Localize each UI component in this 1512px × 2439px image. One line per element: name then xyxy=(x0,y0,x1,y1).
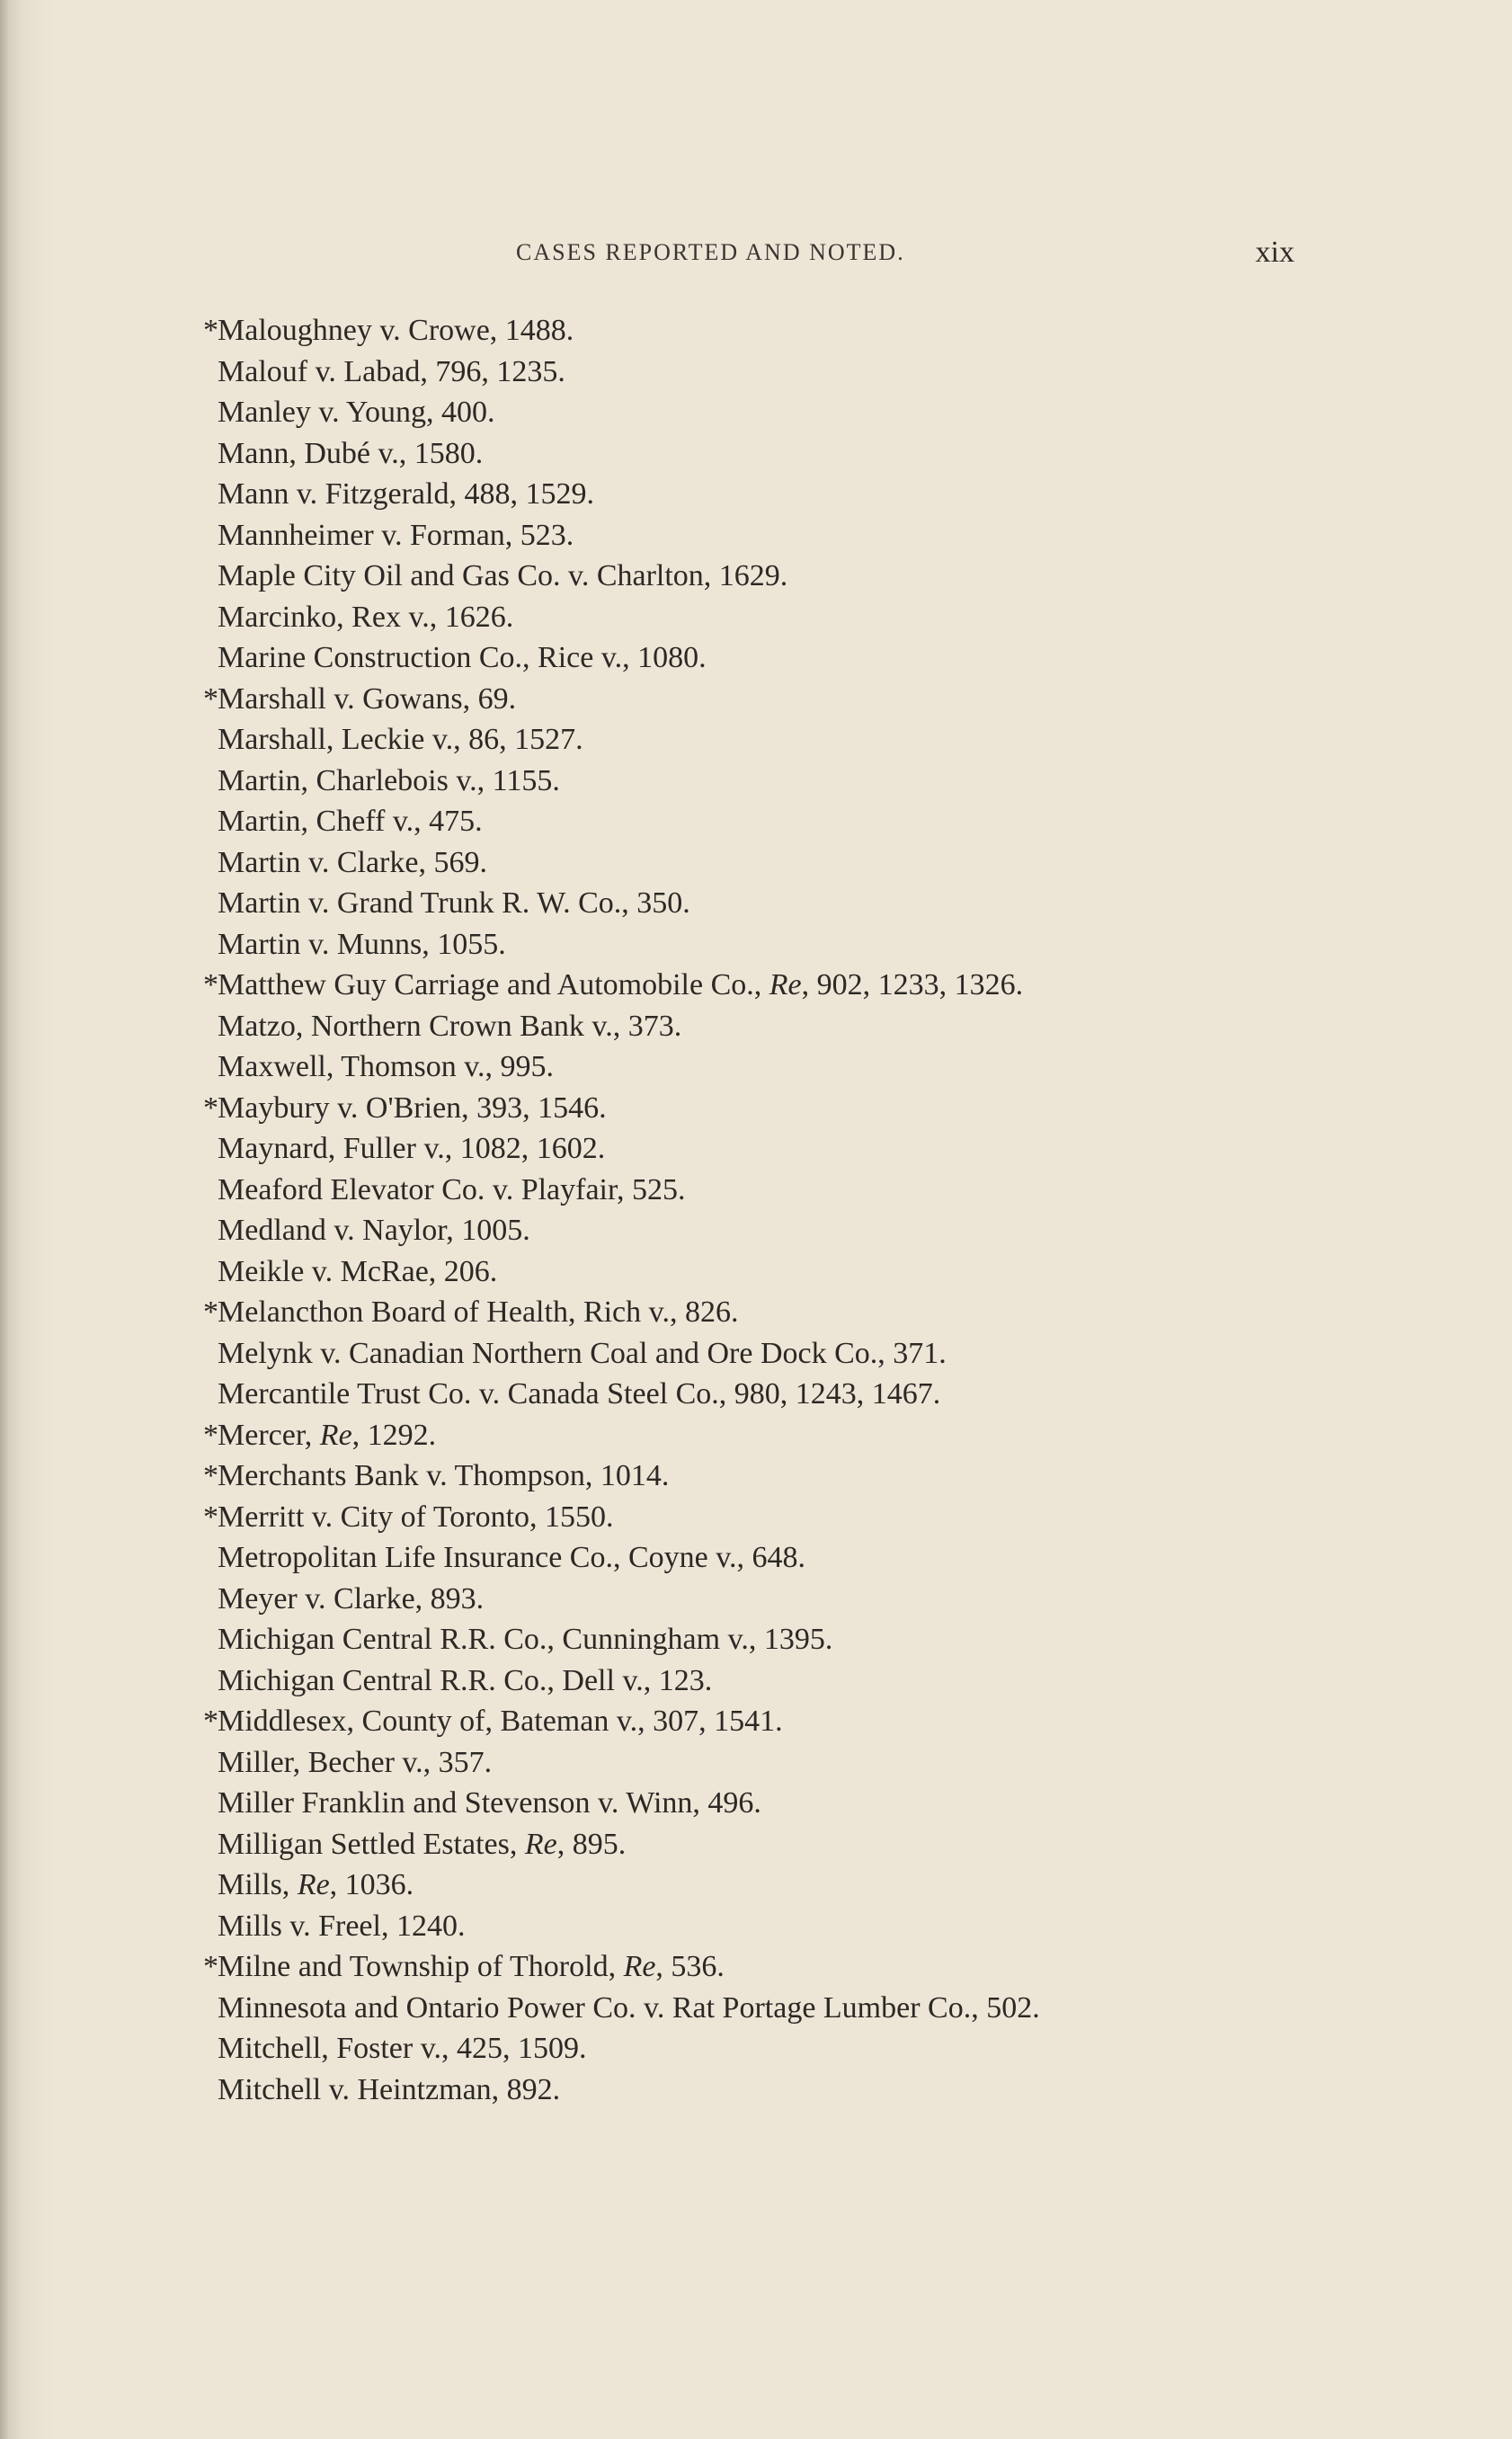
case-entry xyxy=(218,1006,1323,1047)
case-entry xyxy=(218,1783,1323,1824)
case-entry xyxy=(218,474,1323,515)
case-citation: , 902, 1233, 1326. xyxy=(801,968,1024,1001)
case-entry xyxy=(218,597,1323,638)
case-entry xyxy=(218,392,1323,433)
case-text: Merchants Bank v. Thompson, 1014. xyxy=(218,1459,670,1492)
page-number: xix xyxy=(1255,236,1294,269)
asterisk-marker: * xyxy=(203,1090,218,1125)
case-entry xyxy=(218,1210,1323,1251)
case-text: Marshall, Leckie v., 86, 1527. xyxy=(218,723,583,756)
asterisk-marker: * xyxy=(203,1459,218,1492)
asterisk-marker: * xyxy=(203,1950,218,1983)
case-text: Mercantile Trust Co. v. Canada Steel Co., 980, 1243, 1467. xyxy=(218,1377,941,1411)
asterisk-marker: * xyxy=(203,681,218,716)
case-entry xyxy=(203,1415,1323,1456)
case-entry xyxy=(203,1455,1323,1497)
case-name: Milligan Settled Estates, xyxy=(218,1827,525,1861)
asterisk-marker: * xyxy=(203,314,218,347)
case-citation: , 895. xyxy=(556,1827,627,1861)
case-list xyxy=(203,310,1323,2110)
case-entry xyxy=(218,1906,1323,1947)
case-name: Mills, xyxy=(218,1868,298,1901)
case-text: Maxwell, Thomson v., 995. xyxy=(218,1050,554,1083)
case-text: Maynard, Fuller v., 1082, 1602. xyxy=(218,1132,606,1165)
case-text: Mann, Dubé v., 1580. xyxy=(218,436,484,470)
case-entry xyxy=(218,1251,1323,1293)
case-citation: , 1292. xyxy=(351,1418,437,1452)
case-text: Martin v. Munns, 1055. xyxy=(218,927,506,961)
case-name: Milne and Township of Thorold, xyxy=(218,1950,624,1983)
case-text: Marshall v. Gowans, 69. xyxy=(218,681,517,716)
case-entry xyxy=(218,352,1323,393)
asterisk-marker: * xyxy=(203,968,218,1001)
case-entry xyxy=(218,1046,1323,1088)
case-text: Maple City Oil and Gas Co. v. Charlton, 1629. xyxy=(218,559,788,592)
case-text: Minnesota and Ontario Power Co. v. Rat Portage Lumber Co., 502. xyxy=(218,1990,1040,2025)
case-entry xyxy=(218,1660,1323,1702)
case-entry xyxy=(218,637,1323,679)
case-entry xyxy=(203,1088,1323,1129)
case-name: Mercer, xyxy=(218,1418,320,1452)
case-text: Melynk v. Canadian Northern Coal and Ore Dock Co., 371. xyxy=(218,1336,947,1370)
re-italic: Re xyxy=(319,1418,352,1452)
case-entry xyxy=(218,1824,1323,1865)
case-text: Martin v. Grand Trunk R. W. Co., 350. xyxy=(218,886,690,920)
case-text: Medland v. Naylor, 1005. xyxy=(218,1214,530,1247)
case-entry xyxy=(218,1537,1323,1579)
case-entry xyxy=(203,1292,1323,1333)
case-entry xyxy=(218,1170,1323,1211)
case-text: Mitchell, Foster v., 425, 1509. xyxy=(218,2032,587,2065)
case-entry xyxy=(218,1742,1323,1784)
case-entry xyxy=(218,842,1323,884)
case-text: Miller Franklin and Stevenson v. Winn, 496. xyxy=(218,1786,761,1820)
case-entry xyxy=(218,1579,1323,1620)
case-text: Mills v. Freel, 1240. xyxy=(218,1909,466,1943)
asterisk-marker: * xyxy=(203,1500,218,1534)
case-entry xyxy=(218,719,1323,761)
case-text: Malouf v. Labad, 796, 1235. xyxy=(218,354,565,388)
case-text: Meikle v. McRae, 206. xyxy=(218,1254,498,1288)
case-entry xyxy=(218,1865,1323,1906)
case-text: Mitchell v. Heintzman, 892. xyxy=(218,2072,561,2106)
case-entry xyxy=(218,2070,1323,2111)
case-text: Martin, Charlebois v., 1155. xyxy=(218,763,560,797)
case-entry xyxy=(218,1374,1323,1415)
case-text: Manley v. Young, 400. xyxy=(218,396,495,429)
asterisk-marker: * xyxy=(203,1705,218,1738)
case-entry xyxy=(218,1333,1323,1375)
case-entry xyxy=(218,433,1323,475)
running-head xyxy=(503,236,1294,271)
case-text: Maybury v. O'Brien, 393, 1546. xyxy=(218,1090,607,1125)
case-entry xyxy=(218,801,1323,842)
case-text: Marcinko, Rex v., 1626. xyxy=(218,600,514,634)
case-citation: , 1036. xyxy=(329,1868,414,1901)
case-text: Maloughney v. Crowe, 1488. xyxy=(218,314,574,347)
case-text: Martin v. Clarke, 569. xyxy=(218,845,487,879)
case-name: Matthew Guy Carriage and Automobile Co., xyxy=(218,968,769,1001)
case-entry xyxy=(218,1128,1323,1170)
case-text: Marine Construction Co., Rice v., 1080. xyxy=(218,641,707,674)
case-entry xyxy=(203,679,1323,720)
case-entry xyxy=(218,761,1323,802)
re-italic: Re xyxy=(524,1827,557,1861)
case-entry xyxy=(203,1701,1323,1742)
case-entry xyxy=(203,965,1323,1006)
case-entry xyxy=(218,883,1323,924)
case-entry xyxy=(203,310,1323,352)
case-text: Michigan Central R.R. Co., Dell v., 123. xyxy=(218,1663,713,1697)
case-text: Michigan Central R.R. Co., Cunningham v., 1395. xyxy=(218,1623,833,1656)
case-text: Merritt v. City of Toronto, 1550. xyxy=(218,1500,614,1534)
case-entry xyxy=(218,1619,1323,1660)
case-text: Martin, Cheff v., 475. xyxy=(218,805,483,838)
case-entry xyxy=(218,556,1323,597)
case-entry xyxy=(203,1946,1323,1988)
case-text: Miller, Becher v., 357. xyxy=(218,1745,493,1779)
case-text: Melancthon Board of Health, Rich v., 826. xyxy=(218,1295,739,1329)
case-entry xyxy=(218,2028,1323,2070)
case-entry xyxy=(218,1988,1323,2029)
case-entry xyxy=(218,515,1323,556)
re-italic: Re xyxy=(769,968,802,1001)
asterisk-marker: * xyxy=(203,1418,218,1452)
case-text: Matzo, Northern Crown Bank v., 373. xyxy=(218,1009,682,1043)
case-text: Mann v. Fitzgerald, 488, 1529. xyxy=(218,477,594,511)
case-text: Metropolitan Life Insurance Co., Coyne v., 648. xyxy=(218,1541,806,1574)
running-title: CASES REPORTED AND NOTED. xyxy=(516,239,905,265)
case-text: Middlesex, County of, Bateman v., 307, 1541. xyxy=(218,1705,783,1738)
case-citation: , 536. xyxy=(655,1950,725,1983)
asterisk-marker: * xyxy=(203,1295,218,1329)
re-italic: Re xyxy=(623,1950,656,1983)
case-text: Mannheimer v. Forman, 523. xyxy=(218,518,574,552)
case-entry xyxy=(218,924,1323,966)
case-text: Meyer v. Clarke, 893. xyxy=(218,1581,485,1616)
re-italic: Re xyxy=(297,1868,330,1901)
case-entry xyxy=(203,1497,1323,1538)
case-text: Meaford Elevator Co. v. Playfair, 525. xyxy=(218,1172,686,1206)
